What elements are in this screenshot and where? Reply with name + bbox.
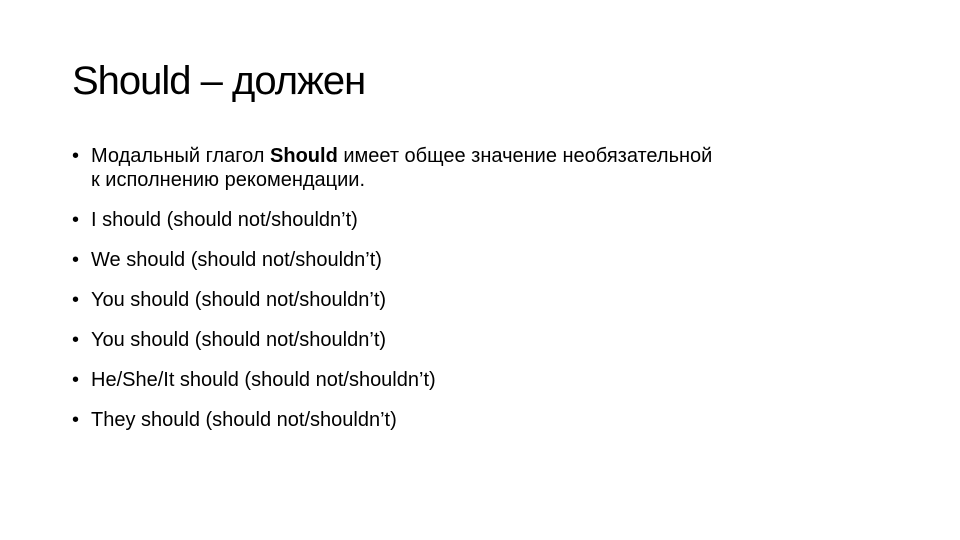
bullet-marker: • bbox=[72, 145, 80, 167]
bullet-item bbox=[72, 288, 902, 312]
bullet-marker: • bbox=[72, 249, 80, 271]
bullet-text: I should (should not/shouldn’t) bbox=[91, 209, 358, 231]
bullet-item bbox=[72, 408, 902, 432]
intro-keyword: Should bbox=[270, 145, 338, 167]
bullet-item bbox=[72, 248, 902, 272]
intro-text-before: Модальный глагол bbox=[91, 145, 271, 167]
intro-first-line bbox=[91, 145, 712, 167]
bullet-text: We should (should not/shouldn’t) bbox=[91, 249, 382, 271]
bullet-marker: • bbox=[72, 369, 80, 391]
intro-continuation: к исполнению рекомендации. bbox=[91, 169, 366, 191]
intro-text-after: имеет общее значение необязательной bbox=[337, 145, 713, 167]
bullet-marker: • bbox=[72, 329, 80, 351]
bullet-text: You should (should not/shouldn’t) bbox=[91, 329, 387, 351]
slide-title: Should – должен bbox=[72, 59, 366, 103]
bullet-item bbox=[72, 208, 902, 232]
bullet-item-intro bbox=[72, 144, 902, 192]
bullet-marker: • bbox=[72, 409, 80, 431]
bullet-text: They should (should not/shouldn’t) bbox=[91, 409, 397, 431]
bullet-marker: • bbox=[72, 289, 80, 311]
bullet-item bbox=[72, 328, 902, 352]
bullet-item bbox=[72, 368, 902, 392]
bullet-text: You should (should not/shouldn’t) bbox=[91, 289, 387, 311]
bullet-list bbox=[72, 144, 902, 448]
bullet-marker: • bbox=[72, 209, 80, 231]
bullet-text: He/She/It should (should not/shouldn’t) bbox=[91, 369, 436, 391]
